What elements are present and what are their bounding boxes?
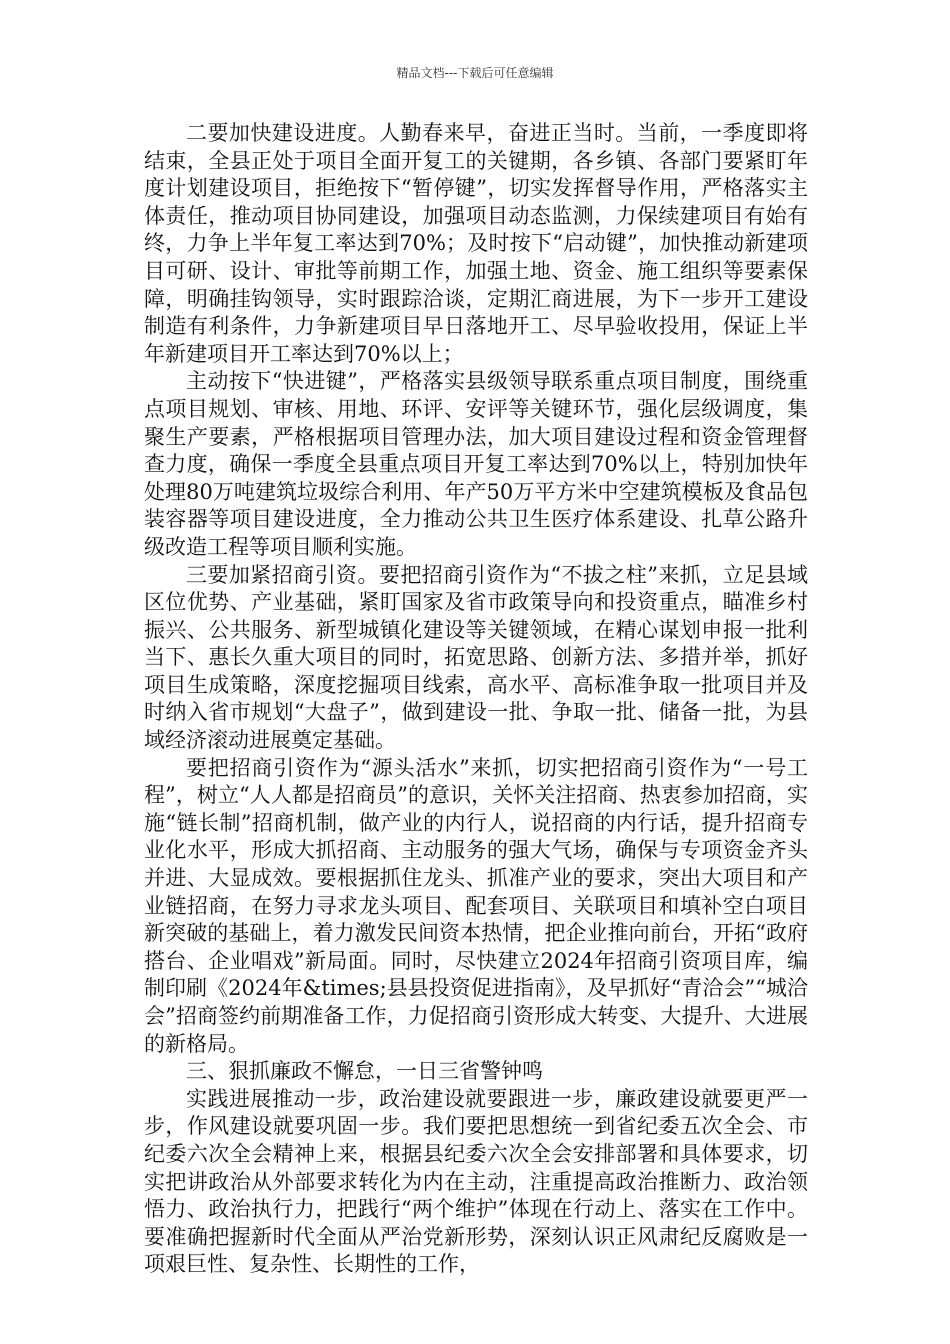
section-heading: 三、狠抓廉政不懈怠，一日三省警钟鸣	[186, 1059, 543, 1084]
paragraph: 主动按下“快进键”，严格落实县级领导联系重点项目制度，围绕重点项目规划、审核、用地、环评、安评等关键环节，强化层级调度，集聚生产要素，严格根据项目管理办法，加大项目建设过程和资金管理督查力度，确保一季度全县重点项目开复工率达到70%以上，特别加快年处理80万吨建筑垃圾综合利用、年产50万平方米中空建筑模板及食品包装容器等项目建设进度，全力推动公共卫生医疗体系建设、扎草公路升级改造工程等项目顺利实施。	[144, 369, 808, 559]
paragraph: 实践进展推动一步，政治建设就要跟进一步，廉政建设就要更严一步，作风建设就要巩固一步。我们要把思想统一到省纪委五次全会、市纪委六次全会精神上来，根据县纪委六次全会安排部署和具体要求，切实把讲政治从外部要求转化为内在主动，注重提高政治推断力、政治领悟力、政治执行力，把践行“两个维护”体现在行动上、落实在工作中。要准确把握新时代全面从严治党新形势，深刻认识正风肃纪反腐败是一项艰巨性、复杂性、长期性的工作，	[144, 1086, 808, 1277]
paragraph: 三要加紧招商引资。要把招商引资作为“不拔之柱”来抓，立足县域区位优势、产业基础，紧盯国家及省市政策导向和投资重点，瞄准乡村振兴、公共服务、新型城镇化建设等关键领域，在精心谋划申报一批利当下、惠长久重大项目的同时，拓宽思路、创新方法、多措并举，抓好项目生成策略，深度挖掘项目线索，高水平、高标准争取一批项目并及时纳入省市规划“大盘子”，做到建设一批、争取一批、储备一批，为县域经济滚动进展奠定基础。	[144, 562, 808, 753]
page-header: 精品文档---下载后可任意编辑	[396, 66, 554, 80]
paragraph: 二要加快建设进度。人勤春来早，奋进正当时。当前，一季度即将结束，全县正处于项目全面开复工的关键期，各乡镇、各部门要紧盯年度计划建设项目，拒绝按下“暂停键”，切实发挥督导作用，严格落实主体责任，推动项目协同建设，加强项目动态监测，力保续建项目有始有终，力争上半年复工率达到70%；及时按下“启动键”，加快推动新建项目可研、设计、审批等前期工作，加强土地、资金、施工组织等要素保障，明确挂钩领导，实时跟踪洽谈，定期汇商进展，为下一步开工建设制造有利条件，力争新建项目早日落地开工、尽早验收投用，保证上半年新建项目开工率达到70%以上；	[144, 121, 808, 366]
paragraph: 要把招商引资作为“源头活水”来抓，切实把招商引资作为“一号工程”，树立“人人都是招商员”的意识，关怀关注招商、热衷参加招商，实施“链长制”招商机制，做产业的内行人，说招商的内行话，提升招商专业化水平，形成大抓招商、主动服务的强大气场，确保与专项资金齐头并进、大显成效。要根据抓住龙头、抓准产业的要求，突出大项目和产业链招商，在努力寻求龙头项目、配套项目、关联项目和填补空白项目新突破的基础上，着力激发民间资本热情，把企业推向前台，开拓“政府搭台、企业唱戏”新局面。同时，尽快建立2024年招商引资项目库，编制印刷《2024年&times;县县投资促进指南》，及早抓好“青洽会”“城洽会”招商签约前期准备工作，力促招商引资形成大转变、大提升、大进展的新格局。	[144, 755, 808, 1056]
document-body	[144, 120, 808, 1279]
